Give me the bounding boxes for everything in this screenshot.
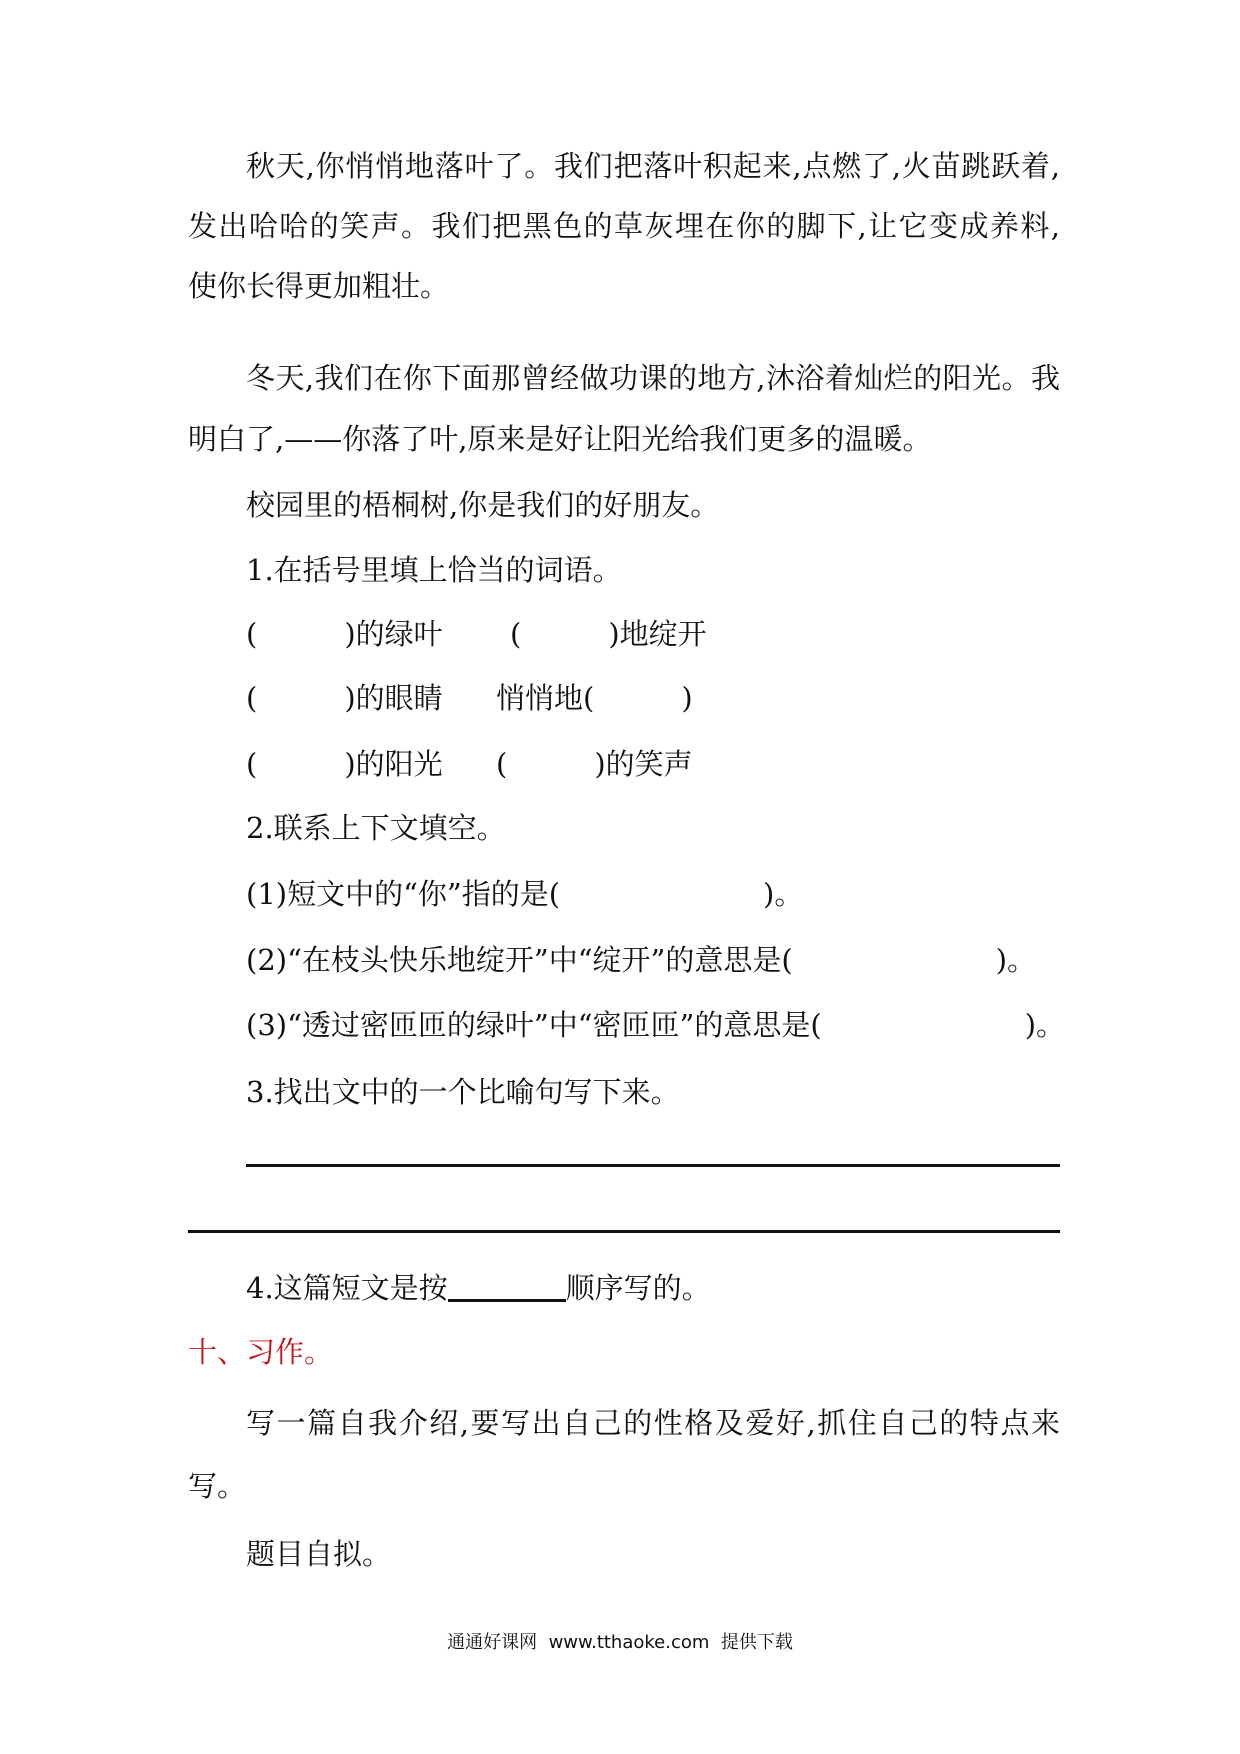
page-footer: 通通好课网 www.tthaoke.com 提供下载 [447,1632,793,1653]
q1-row1-a: ( )的绿叶 [246,617,443,651]
q4-answer-blank[interactable] [448,1269,566,1302]
section-10-prompt-line-2: 写。 [188,1469,247,1503]
passage-winter-line-1: 冬天,我们在你下面那曾经做功课的地方,沐浴着灿烂的阳光。我 [246,361,1060,395]
section-10-prompt-line-1: 写一篇自我介绍,要写出自己的性格及爱好,抓住自己的特点来 [246,1406,1060,1440]
q1-row3-a: ( )的阳光 [246,747,443,781]
passage-winter-line-2: 明白了,——你落了叶,原来是好让阳光给我们更多的温暖。 [188,422,932,456]
passage-autumn-line-1: 秋天,你悄悄地落叶了。我们把落叶积起来,点燃了,火苗跳跃着, [246,149,1060,183]
q4-suffix: 顺序写的。 [565,1271,711,1305]
q3-title: 3.找出文中的一个比喻句写下来。 [246,1075,680,1109]
section-10-heading: 十、习作。 [188,1335,334,1369]
q1-row2-b: 悄悄地( ) [496,681,693,715]
q2-item-3: (3)“透过密匝匝的绿叶”中“密匝匝”的意思是( )。 [246,1008,1066,1042]
passage-autumn-line-2: 发出哈哈的笑声。我们把黑色的草灰埋在你的脚下,让它变成养料, [188,209,1060,243]
q1-row1-b: ( )地绽开 [510,617,707,651]
passage-autumn-line-3: 使你长得更加粗壮。 [188,269,450,303]
q4-sentence [246,1268,711,1308]
answer-line-1[interactable] [246,1164,1060,1167]
q4-prefix: 4.这篇短文是按 [246,1271,448,1305]
passage-closing: 校园里的梧桐树,你是我们的好朋友。 [246,488,720,522]
q1-row2-a: ( )的眼睛 [246,681,443,715]
q2-item-2: (2)“在枝头快乐地绽开”中“绽开”的意思是( )。 [246,943,1037,977]
q2-title: 2.联系上下文填空。 [246,811,506,845]
q1-row3-b: ( )的笑声 [496,747,693,781]
answer-line-2[interactable] [188,1230,1060,1233]
q1-title: 1.在括号里填上恰当的词语。 [246,553,622,587]
section-10-note: 题目自拟。 [246,1537,392,1571]
q2-item-1: (1)短文中的“你”指的是( )。 [246,877,804,911]
